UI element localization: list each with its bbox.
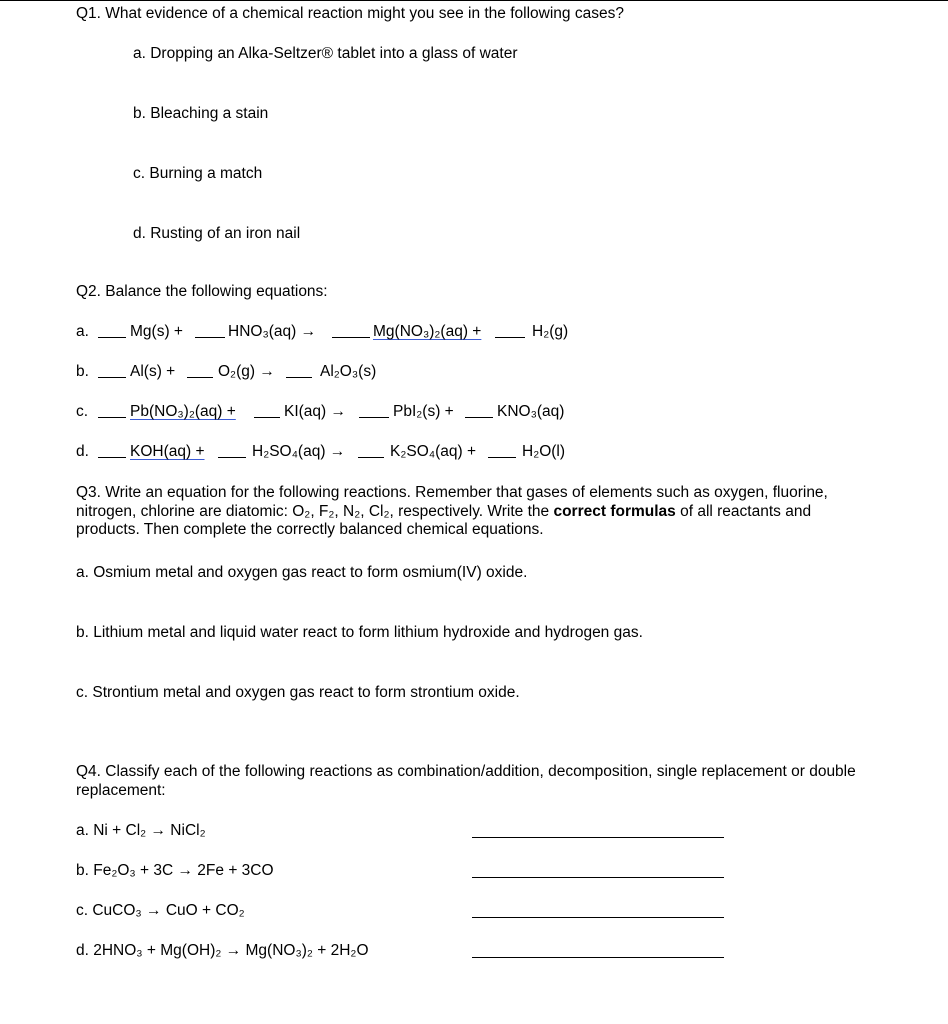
coefficient-blank[interactable] xyxy=(98,443,126,458)
q3-instructions xyxy=(76,484,876,540)
q1-item-d: d. Rusting of an iron nail xyxy=(133,225,301,242)
coefficient-blank[interactable] xyxy=(98,363,126,378)
q1-item-a: a. Dropping an Alka-Seltzer® tablet into a glass of water xyxy=(133,45,518,62)
page-top-rule xyxy=(0,0,948,1)
equation-label: d. xyxy=(76,443,89,460)
q4-item-c: c. CuCO₃ → CuO + CO₂ xyxy=(76,902,245,919)
equation-term: Mg(s) + xyxy=(130,323,183,340)
equation-label: c. xyxy=(76,403,89,420)
q1-item-c: c. Burning a match xyxy=(133,165,263,182)
coefficient-blank[interactable] xyxy=(495,323,525,338)
q4-answer-line-a[interactable] xyxy=(472,837,724,838)
q4-item-a: a. Ni + Cl₂ → NiCl₂ xyxy=(76,822,206,839)
q3-item-c: c. Strontium metal and oxygen gas react to form strontium oxide. xyxy=(76,684,520,701)
coefficient-blank[interactable] xyxy=(358,443,384,458)
coefficient-blank[interactable] xyxy=(98,323,126,338)
equation-label: b. xyxy=(76,363,89,380)
q4-answer-line-b[interactable] xyxy=(472,877,724,878)
equation-label: a. xyxy=(76,323,89,340)
coefficient-blank[interactable] xyxy=(218,443,246,458)
coefficient-blank[interactable] xyxy=(286,363,312,378)
equation-term: O₂(g) → xyxy=(218,363,275,380)
q2-equation-c xyxy=(76,403,936,422)
q4-item-d: d. 2HNO₃ + Mg(OH)₂ → Mg(NO₃)₂ + 2H₂O xyxy=(76,942,369,959)
q3-item-b: b. Lithium metal and liquid water react to form lithium hydroxide and hydrogen gas. xyxy=(76,624,643,641)
equation-term: Al(s) + xyxy=(130,363,176,380)
q3-item-a: a. Osmium metal and oxygen gas react to form osmium(IV) oxide. xyxy=(76,564,528,581)
equation-term: KOH(aq) + xyxy=(130,443,205,460)
coefficient-blank[interactable] xyxy=(98,403,126,418)
equation-term: KNO₃(aq) xyxy=(497,403,565,420)
q2-question: Q2. Balance the following equations: xyxy=(76,283,328,300)
equation-term: Al₂O₃(s) xyxy=(320,363,377,380)
equation-term: PbI₂(s) + xyxy=(393,403,454,420)
q3-intro-text-end: of all reactants and products. Then complete the correctly balanced chemical equations. xyxy=(76,502,812,538)
equation-term: Pb(NO₃)₂(aq) + xyxy=(130,403,236,420)
q3-intro-text: Q3. Write an equation for the following reactions. Remember that gases of elements such as oxygen, fluorine, nitrogen, chlorine are diatomic: O₂, F₂, N₂, Cl₂, respectively. Write the xyxy=(76,484,828,520)
q2-equation-a xyxy=(76,323,936,342)
equation-term: K₂SO₄(aq) + xyxy=(390,443,476,460)
coefficient-blank[interactable] xyxy=(359,403,389,418)
q2-equation-d xyxy=(76,443,936,462)
equation-term: HNO₃(aq) → xyxy=(228,323,317,340)
equation-term: Mg(NO₃)₂(aq) + xyxy=(373,323,482,340)
q4-question: Q4. Classify each of the following reactions as combination/addition, decomposition, single replacement or double replacement: xyxy=(76,763,856,799)
coefficient-blank[interactable] xyxy=(332,323,370,338)
coefficient-blank[interactable] xyxy=(465,403,493,418)
coefficient-blank[interactable] xyxy=(254,403,280,418)
q1-item-b: b. Bleaching a stain xyxy=(133,105,269,122)
equation-term: H₂(g) xyxy=(532,323,569,340)
equation-term: H₂O(l) xyxy=(522,443,566,460)
q4-answer-line-c[interactable] xyxy=(472,917,724,918)
equation-term: KI(aq) → xyxy=(284,403,347,420)
coefficient-blank[interactable] xyxy=(488,443,516,458)
q1-question: Q1. What evidence of a chemical reaction might you see in the following cases? xyxy=(76,5,624,22)
q4-answer-line-d[interactable] xyxy=(472,957,724,958)
q4-item-b: b. Fe₂O₃ + 3C → 2Fe + 3CO xyxy=(76,862,274,879)
coefficient-blank[interactable] xyxy=(187,363,213,378)
q3-intro-bold: correct formulas xyxy=(553,502,676,520)
equation-term: H₂SO₄(aq) → xyxy=(252,443,346,460)
q2-equation-b xyxy=(76,363,936,382)
coefficient-blank[interactable] xyxy=(195,323,225,338)
